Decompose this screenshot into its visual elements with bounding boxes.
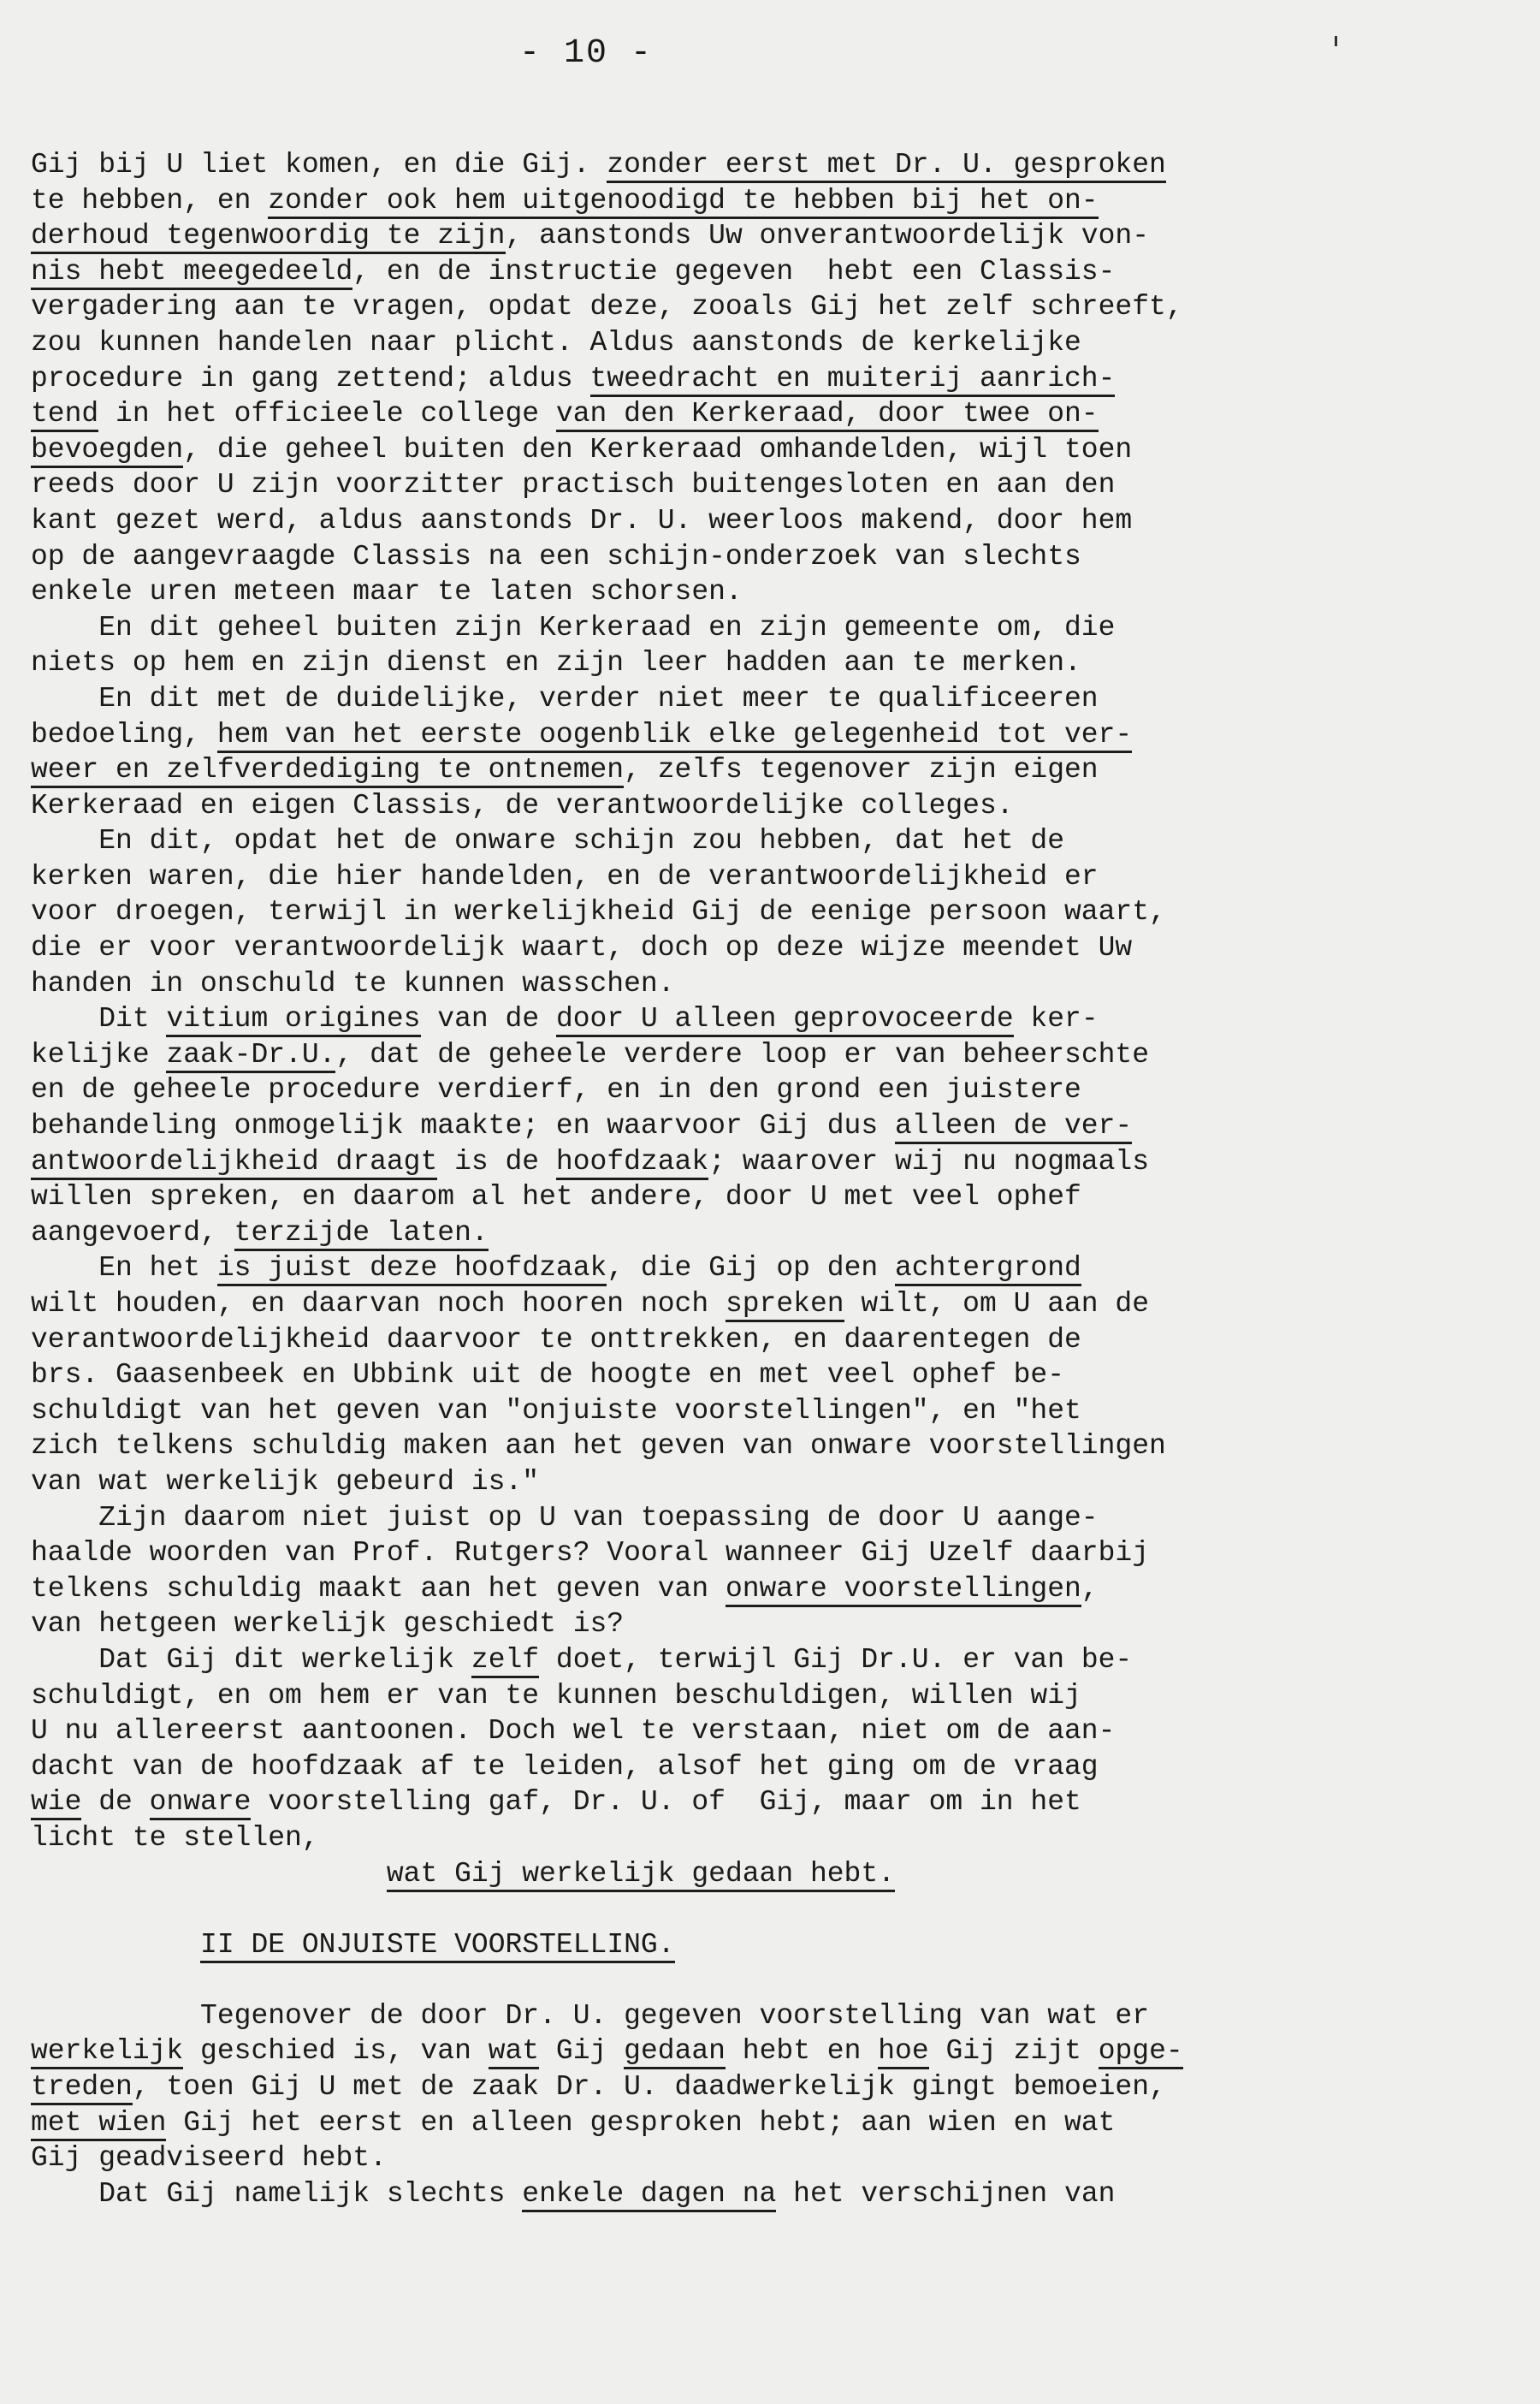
text-line [31,1144,1519,1180]
text-segment: te hebben, en [31,184,269,217]
text-segment: Gij zijt [928,2035,1099,2068]
text-segment: En dit, opdat het de onware schijn zou hebben, dat het de [31,825,1064,858]
text-line [31,218,1519,254]
text-line [31,2033,1519,2069]
text-segment: behandeling onmogelijk maakte; en waarvoor Gij dus [31,1110,895,1143]
text-line [31,645,1519,681]
text-line [31,752,1519,788]
text-segment: wilt, om U aan de [844,1288,1150,1320]
text-line [31,1072,1519,1108]
underlined-text: achtergrond [895,1252,1081,1286]
page-number: - 10 - [518,34,654,73]
text-segment: , toen Gij U met de zaak Dr. U. daadwerkelijk gingt bemoeien, [132,2071,1166,2104]
text-segment: van de [420,1003,556,1036]
underlined-text: zonder eerst met Dr. U. gesproken [607,149,1166,183]
text-segment: reeds door U zijn voorzitter practisch buitengesloten en aan den [31,469,1116,502]
text-line [31,289,1519,325]
text-line [31,788,1519,824]
text-line [31,823,1519,859]
text-line [31,147,1519,183]
text-line [31,1215,1519,1251]
underlined-text: nis hebt meegedeeld [31,256,352,290]
text-segment: En dit geheel buiten zijn Kerkeraad en zijn gemeente om, die [31,611,1116,644]
text-segment: En dit met de duidelijke, verder niet meer te qualificeeren [31,682,1099,715]
text-segment: Kerkeraad en eigen Classis, de verantwoordelijke colleges. [31,789,1014,822]
text-segment: Dat Gij dit werkelijk [31,1643,471,1676]
text-segment: Dit [31,1003,167,1036]
text-line [31,1464,1519,1500]
text-segment: , aanstonds Uw onverantwoordelijk von- [505,220,1150,252]
text-segment: in het officieele college [98,398,556,430]
text-line [31,1642,1519,1678]
underlined-text: gedaan [624,2035,726,2069]
text-segment: ; waarover wij nu nogmaals [708,1145,1150,1178]
text-segment: voorstelling gaf, Dr. U. of Gij, maar om in het [251,1786,1081,1819]
underlined-text: opge- [1099,2035,1183,2069]
text-line [31,610,1519,646]
text-segment: Tegenover de door Dr. U. gegeven voorstelling van wat er [31,1999,1150,2032]
text-segment: en de geheele procedure verdierf, en in den grond een juistere [31,1074,1081,1107]
text-line [31,1749,1519,1785]
text-segment: En het [31,1252,217,1285]
underlined-text: weer en zelfverdediging te ontnemen [31,754,624,788]
underlined-text: hoe [878,2035,928,2069]
underlined-text: tweedracht en muiterij aanrich- [590,363,1116,397]
text-line [31,1784,1519,1820]
underlined-text: enkele dagen na [522,2178,776,2212]
text-line [31,1393,1519,1429]
underlined-text: onware voorstellingen [726,1573,1081,1607]
text-segment: telkens schuldig maakt aan het geven van [31,1572,726,1605]
text-segment: op de aangevraagde Classis na een schijn-onderzoek van slechts [31,540,1081,573]
text-segment: Gij bij U liet komen, en die Gij. [31,149,607,181]
underlined-text: zonder ook hem uitgenoodigd te hebben bij het on- [268,185,1098,219]
underlined-text: hem van het eerste oogenblik elke gelegenheid tot ver- [217,719,1132,753]
text-line [31,717,1519,753]
text-segment: aangevoerd, [31,1216,234,1249]
text-segment: handen in onschuld te kunnen wasschen. [31,967,675,1000]
text-line [31,2069,1519,2105]
text-line [31,1357,1519,1393]
underlined-text: bevoegden [31,434,183,468]
text-line [31,1856,1519,1892]
text-line [31,1820,1519,1856]
text-line [31,1713,1519,1749]
text-line [31,1678,1519,1714]
text-line [31,574,1519,610]
text-segment: die er voor verantwoordelijk waart, doch op deze wijze meendet Uw [31,932,1133,965]
underlined-text: zaak-Dr.U. [166,1039,335,1073]
text-segment: is de [437,1145,556,1178]
text-line [31,1108,1519,1144]
text-segment [31,1858,387,1890]
text-line [31,2105,1519,2141]
underlined-text: wat Gij werkelijk gedaan hebt. [387,1858,895,1892]
text-line [31,859,1519,895]
text-line [31,2140,1519,2176]
text-line [31,1322,1519,1358]
text-segment: , die Gij op den [607,1252,895,1285]
text-line [31,325,1519,361]
margin-mark [1335,36,1337,46]
text-line [31,894,1519,930]
text-line [31,432,1519,468]
text-segment: verantwoordelijkheid daarvoor te onttrekken, en daarentegen de [31,1323,1081,1356]
text-segment: kant gezet werd, aldus aanstonds Dr. U. weerloos makend, door hem [31,504,1133,537]
text-segment: dacht van de hoofdzaak af te leiden, alsof het ging om de vraag [31,1750,1099,1783]
text-segment: , [1081,1572,1099,1605]
text-line [31,1606,1519,1642]
text-line [31,1001,1519,1037]
text-segment: , zelfs tegenover zijn eigen [624,754,1099,786]
underlined-text: met wien [31,2107,166,2141]
text-line [31,1179,1519,1215]
text-segment: haalde woorden van Prof. Rutgers? Vooral wanneer Gij Uzelf daarbij [31,1537,1150,1570]
underlined-text: werkelijk [31,2035,183,2069]
text-segment: Zijn daarom niet juist op U van toepassing de door U aange- [31,1501,1099,1534]
text-segment: Gij geadviseerd hebt. [31,2142,387,2175]
text-line [31,1962,1519,1998]
text-line [31,1891,1519,1927]
text-line [31,1250,1519,1286]
text-segment: zou kunnen handelen naar plicht. Aldus aanstonds de kerkelijke [31,326,1081,359]
underlined-text: treden [31,2071,133,2105]
underlined-text: antwoordelijkheid draagt [31,1146,437,1180]
text-segment: van wat werkelijk gebeurd is." [31,1465,540,1498]
text-line [31,966,1519,1002]
underlined-text: alleen de ver- [895,1110,1132,1144]
underlined-text: van den Kerkeraad, door twee on- [556,398,1099,432]
underlined-text: hoofdzaak [556,1146,708,1180]
text-segment: brs. Gaasenbeek en Ubbink uit de hoogte en met veel ophef be- [31,1359,1064,1392]
text-segment: , dat de geheele verdere loop er van beheerschte [335,1038,1150,1071]
text-segment: van hetgeen werkelijk geschiedt is? [31,1608,625,1641]
text-line [31,1428,1519,1464]
text-segment: ker- [1013,1003,1099,1036]
text-segment: , die geheel buiten den Kerkeraad omhandelden, wijl toen [183,433,1133,466]
text-segment: U nu allereerst aantoonen. Doch wel te verstaan, niet om de aan- [31,1715,1116,1748]
underlined-text: wie [31,1786,81,1820]
text-segment [31,1929,200,1961]
text-segment: kerken waren, die hier handelden, en de verantwoordelijkheid er [31,860,1099,893]
text-line [31,1535,1519,1571]
underlined-text: vitium origines [166,1003,420,1037]
underlined-text: tend [31,398,98,432]
text-line [31,539,1519,575]
text-line [31,681,1519,717]
text-line [31,1286,1519,1322]
text-segment: niets op hem en zijn dienst en zijn leer hadden aan te merken. [31,647,1081,680]
text-segment: wilt houden, en daarvan noch hooren noch [31,1288,726,1320]
text-segment: enkele uren meteen maar te laten schorsen. [31,576,743,608]
text-segment: procedure in gang zettend; aldus [31,362,590,395]
text-segment: geschied is, van [183,2035,489,2068]
text-segment: Gij [539,2035,625,2068]
text-segment: Gij het eerst en alleen gesproken hebt; aan wien en wat [166,2106,1116,2139]
text-line [31,930,1519,966]
underlined-text: onware [150,1786,252,1820]
text-line [31,1998,1519,2034]
text-segment: bedoeling, [31,718,217,751]
underlined-text: spreken [726,1288,844,1322]
underlined-text: derhoud tegenwoordig te zijn [31,220,506,254]
document-body [31,147,1519,2211]
underlined-text: terzijde laten. [234,1217,489,1251]
underlined-text: wat [489,2035,539,2069]
text-line [31,361,1519,397]
text-segment: Dat Gij namelijk slechts [31,2177,523,2210]
underlined-text: door U alleen geprovoceerde [556,1003,1014,1037]
text-line [31,503,1519,539]
text-line [31,467,1519,503]
text-segment: schuldigt, en om hem er van te kunnen beschuldigen, willen wij [31,1679,1081,1712]
text-segment: kelijke [31,1038,167,1071]
text-line [31,1500,1519,1536]
text-segment: voor droegen, terwijl in werkelijkheid Gij de eenige persoon waart, [31,896,1166,929]
text-line [31,2176,1519,2212]
text-segment: willen spreken, en daarom al het andere, door U met veel ophef [31,1181,1081,1214]
underlined-text: zelf [471,1644,539,1678]
text-segment: de [81,1786,150,1819]
text-segment: , en de instructie gegeven hebt een Classis- [352,255,1116,288]
underlined-text: II DE ONJUISTE VOORSTELLING. [200,1929,675,1963]
text-segment: schuldigt van het geven van "onjuiste voorstellingen", en "het [31,1394,1081,1427]
text-segment: licht te stellen, [31,1821,319,1854]
underlined-text: is juist deze hoofdzaak [217,1252,607,1286]
text-segment: doet, terwijl Gij Dr.U. er van be- [539,1643,1133,1676]
text-segment: hebt en [725,2035,879,2068]
text-line [31,1037,1519,1073]
text-segment: het verschijnen van [776,2177,1116,2210]
text-line [31,183,1519,219]
text-line [31,1927,1519,1963]
text-line [31,1571,1519,1607]
text-line [31,396,1519,432]
text-segment: vergadering aan te vragen, opdat deze, zooals Gij het zelf schreeft, [31,291,1183,324]
text-line [31,254,1519,290]
text-segment: zich telkens schuldig maken aan het geven van onware voorstellingen [31,1430,1166,1463]
